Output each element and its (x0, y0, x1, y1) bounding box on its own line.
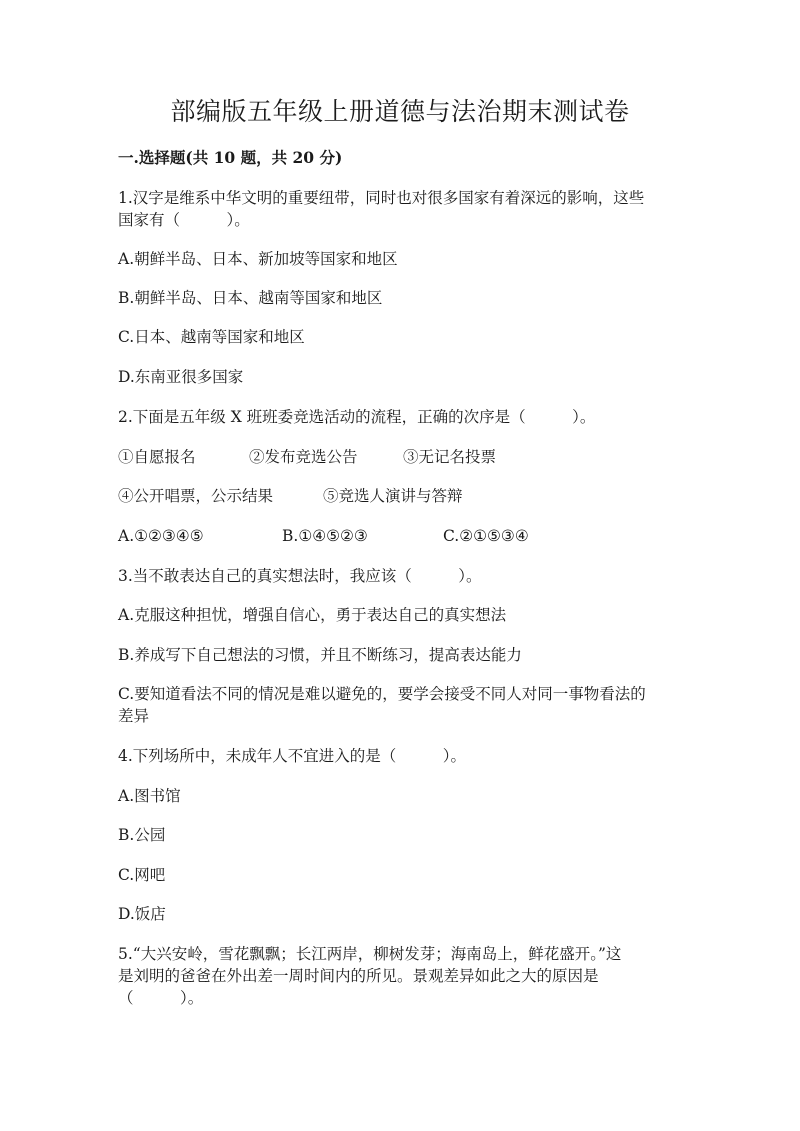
question-3-option-a: A.克服这种担忧，增强自信心，勇于表达自己的真实想法 (118, 606, 507, 624)
question-3-option-b: B.养成写下自己想法的习惯，并且不断练习，提高表达能力 (118, 646, 522, 664)
question-4-option-c: C.网吧 (118, 866, 166, 884)
question-2-step-1: ①自愿报名 (118, 448, 196, 466)
question-4-option-b: B.公园 (118, 826, 166, 844)
question-3-option-c-line-1: C.要知道看法不同的情况是难以避免的，要学会接受不同人对同一事物看法的 (118, 685, 646, 703)
question-5-stem-line-2: 是刘明的爸爸在外出差一周时间内的所见。景观差异如此之大的原因是 (118, 967, 599, 985)
question-5-stem-line-3: （ ）。 (118, 989, 204, 1007)
question-1-option-a: A.朝鲜半岛、日本、新加坡等国家和地区 (118, 250, 398, 268)
question-1-stem-line-1: 1.汉字是维系中华文明的重要纽带，同时也对很多国家有着深远的影响，这些 (118, 189, 645, 207)
question-1-option-c: C.日本、越南等国家和地区 (118, 328, 305, 346)
page-title: 部编版五年级上册道德与法治期末测试卷 (170, 97, 630, 126)
question-5-stem-line-1: 5.“大兴安岭，雪花飘飘；长江两岸，柳树发芽；海南岛上，鲜花盛开。”这 (118, 945, 622, 963)
question-4-stem: 4.下列场所中，未成年人不宜进入的是（ ）。 (118, 747, 467, 765)
question-2-option-c: C.②①⑤③④ (443, 527, 529, 545)
question-2-step-2: ②发布竞选公告 (249, 448, 358, 466)
question-4-option-a: A.图书馆 (118, 787, 181, 805)
question-3-stem: 3.当不敢表达自己的真实想法时，我应该（ ）。 (118, 567, 482, 585)
question-3-option-c-line-2: 差异 (118, 707, 150, 725)
question-1-stem-line-2: 国家有（ ）。 (118, 211, 250, 229)
question-2-option-a: A.①②③④⑤ (118, 527, 204, 545)
question-2-option-b: B.①④⑤②③ (282, 527, 368, 545)
question-4-option-d: D.饭店 (118, 905, 166, 923)
question-2-stem: 2.下面是五年级 X 班班委竞选活动的流程，正确的次序是（ ）。 (118, 408, 596, 426)
question-2-step-3: ③无记名投票 (403, 448, 497, 466)
question-1-option-b: B.朝鲜半岛、日本、越南等国家和地区 (118, 289, 383, 307)
question-2-step-4: ④公开唱票，公示结果 (118, 487, 274, 505)
question-2-step-5: ⑤竞选人演讲与答辩 (323, 487, 463, 505)
section-heading: 一.选择题(共 10 题，共 20 分) (118, 148, 343, 167)
question-1-option-d: D.东南亚很多国家 (118, 368, 244, 386)
